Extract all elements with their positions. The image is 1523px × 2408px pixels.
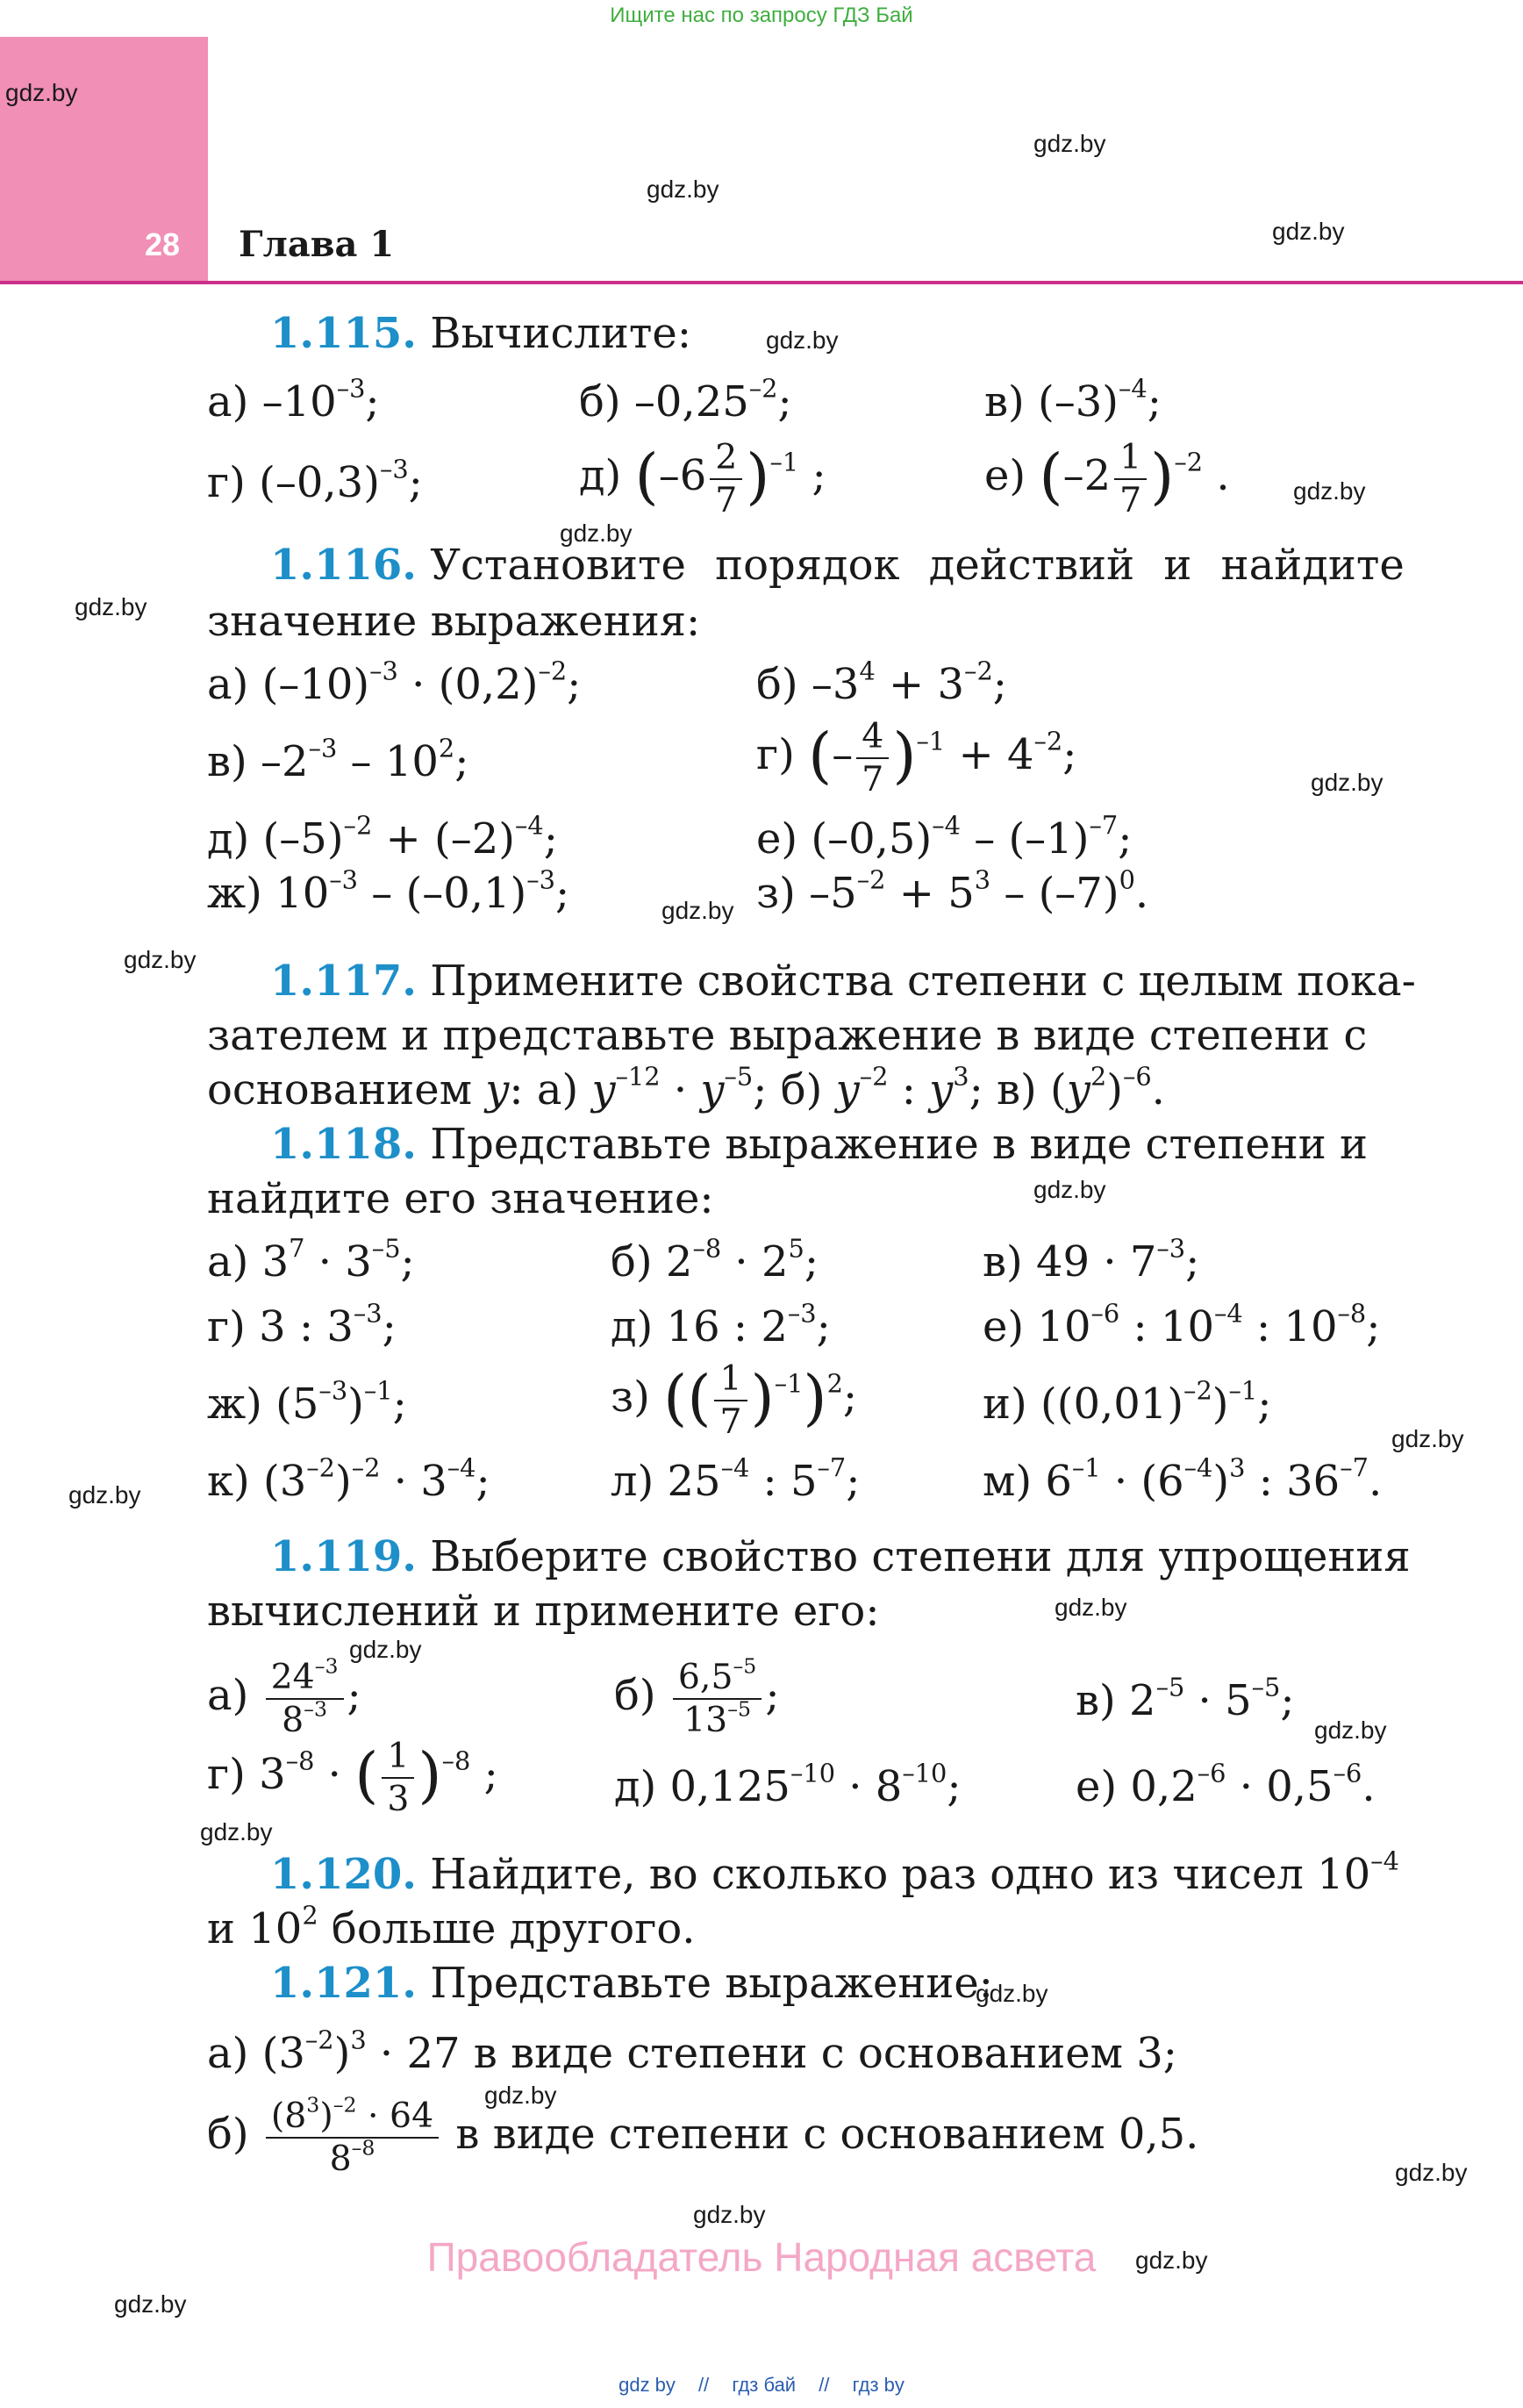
watermark: gdz.by (560, 520, 633, 547)
task-item: ж) $(5^{-3})^{-1}$; (207, 1375, 407, 1429)
exercise-text: вычислений и примените его: (207, 1587, 880, 1636)
task-item: к) $(3^{-2})^{-2} \cdot 3^{-4}$; (207, 1452, 490, 1506)
footer-link[interactable]: gdz by (618, 2374, 676, 2396)
task-item: г) $3^{-8}$ · ( $\frac{1}{3}$ )$^{-8}$ ; (207, 1736, 498, 1819)
exercise-1-115-title: 1.115. Вычислите: (270, 309, 691, 358)
task-item: е) $0,2^{-6} \cdot 0,5^{-6}$. (1076, 1758, 1376, 1811)
copyright-notice: Правообладатель Народная асвета (426, 2234, 1097, 2280)
exercise-1-120-title: 1.120. Найдите, во сколько раз одно из чисел $10^{-4}$ (270, 1845, 1399, 1899)
watermark: gdz.by (200, 1818, 273, 1845)
task-item: е) $10^{-6}$ : $10^{-4}$ : $10^{-8}$; (983, 1298, 1381, 1351)
task-item: б) $-0,25^{-2}$; (579, 373, 792, 426)
top-banner: Ищите нас по запросу ГДЗ Бай (610, 4, 913, 27)
task-item: г) $(-0,3)^{-3}$; (207, 454, 423, 507)
header-divider (0, 281, 1523, 284)
watermark: gdz.by (647, 176, 719, 203)
task-item: з) $-5^{-2} + 5^3 - (-7)^0$. (756, 864, 1149, 918)
task-item: а) $-10^{-3}$; (207, 373, 380, 426)
task-item: в) $2^{-5} \cdot 5^{-5}$; (1076, 1672, 1295, 1725)
task-item: г) (– $\frac{4}{7}$ )$^{-1} + 4^{-2}$; (756, 716, 1077, 799)
task-item: а) $(3^{-2})^3 \cdot 27$ в виде степени с основанием 3; (207, 2025, 1177, 2078)
watermark: gdz.by (1033, 130, 1106, 157)
watermark: gdz.by (1311, 769, 1384, 796)
task-item: б) $\frac{(8^3)^{-2} \cdot 64}{8^{-8}}$ в виде степени с основанием 0,5. (207, 2092, 1199, 2179)
watermark: gdz.by (1055, 1594, 1127, 1621)
task-item: д) 16 : $2^{-3}$; (611, 1298, 831, 1351)
task-item: в) $-2^{-3} - 10^2$; (207, 733, 469, 786)
task-item: и) $((0,01)^{-2})^{-1}$; (983, 1375, 1272, 1429)
task-item: д) $0,125^{-10} \cdot 8^{-10}$; (614, 1758, 962, 1811)
task-item: б) $2^{-8} \cdot 2^5$; (611, 1233, 819, 1286)
footer-link[interactable]: гдз by (852, 2374, 905, 2396)
task-item: м) $6^{-1} \cdot (6^{-4})^3$ : $36^{-7}$. (983, 1452, 1383, 1506)
task-item: б) $-3^4 + 3^{-2}$; (756, 656, 1007, 709)
exercise-text: найдите его значение: (207, 1174, 714, 1223)
task-item: а) $3^7 \cdot 3^{-5}$; (207, 1233, 415, 1286)
exercise-1-117-title: 1.117. Примените свойства степени с целым пока- (270, 957, 1416, 1006)
exercise-1-116-title: 1.116. Установите порядок действий и найдите (270, 541, 1405, 590)
watermark: gdz.by (349, 1636, 422, 1663)
watermark: gdz.by (1395, 2159, 1468, 2186)
task-item: в) $49 \cdot 7^{-3}$; (983, 1233, 1200, 1286)
task-item: в) $(-3)^{-4}$; (984, 373, 1162, 426)
footer-separator: // (819, 2374, 830, 2396)
exercise-text: и $10^2$ больше другого. (207, 1900, 696, 1953)
task-item: д) (–6 $\frac{2}{7}$ )$^{-1}$ ; (579, 437, 826, 520)
task-item: а) $\frac{24^{-3}}{8^{-3}}$ ; (207, 1653, 361, 1740)
watermark: gdz.by (1293, 477, 1366, 505)
watermark: gdz.by (124, 946, 197, 973)
watermark: gdz.by (68, 1481, 141, 1509)
watermark: gdz.by (1272, 218, 1345, 245)
task-item: д) $(-5)^{-2} + (-2)^{-4}$; (207, 810, 558, 864)
footer-links (0, 2374, 1523, 2397)
watermark: gdz.by (5, 79, 78, 106)
watermark: gdz.by (1135, 2247, 1208, 2274)
task-item: г) 3 : $3^{-3}$; (207, 1298, 397, 1351)
task-item: е) (–2 $\frac{1}{7}$ )$^{-2}$ . (984, 437, 1230, 520)
exercise-1-119-title: 1.119. Выберите свойство степени для упрощения (270, 1532, 1411, 1581)
exercise-text: зателем и представьте выражение в виде степени с (207, 1011, 1368, 1060)
watermark: gdz.by (75, 593, 147, 620)
watermark: gdz.by (661, 897, 734, 924)
chapter-title: Глава 1 (239, 224, 395, 265)
task-item: ж) $10^{-3} - (-0,1)^{-3}$; (207, 864, 570, 918)
exercise-1-121-title: 1.121. Представьте выражение: (270, 1959, 993, 2008)
task-item: е) $(-0,5)^{-4} - (-1)^{-7}$; (756, 810, 1133, 864)
watermark: gdz.by (484, 2082, 557, 2109)
task-item: б) $\frac{6,5^{-5}}{13^{-5}}$ ; (614, 1653, 780, 1740)
task-item: з) (( $\frac{1}{7}$ )$^{-1}$)$^2$; (611, 1358, 858, 1442)
watermark: gdz.by (1391, 1425, 1464, 1452)
exercise-text: основанием y: а) $y^{-12} \cdot y^{-5}$; б) $y^{-2}$ : $y^3$; в) $(y^2)^{-6}$. (207, 1061, 1165, 1114)
exercise-1-118-title: 1.118. Представьте выражение в виде степени и (270, 1120, 1369, 1169)
watermark: gdz.by (766, 326, 839, 354)
watermark: gdz.by (1314, 1716, 1387, 1744)
task-item: л) $25^{-4}$ : $5^{-7}$; (611, 1452, 861, 1506)
footer-link[interactable]: гдз бай (732, 2374, 797, 2396)
watermark: gdz.by (1033, 1176, 1106, 1203)
watermark: gdz.by (693, 2201, 766, 2228)
footer-separator: // (698, 2374, 710, 2396)
page-number: 28 (145, 226, 181, 262)
watermark: gdz.by (976, 1980, 1048, 2007)
task-item: а) $(-10)^{-3} \cdot (0,2)^{-2}$; (207, 656, 582, 709)
exercise-text: значение выражения: (207, 597, 701, 646)
watermark: gdz.by (114, 2290, 187, 2318)
